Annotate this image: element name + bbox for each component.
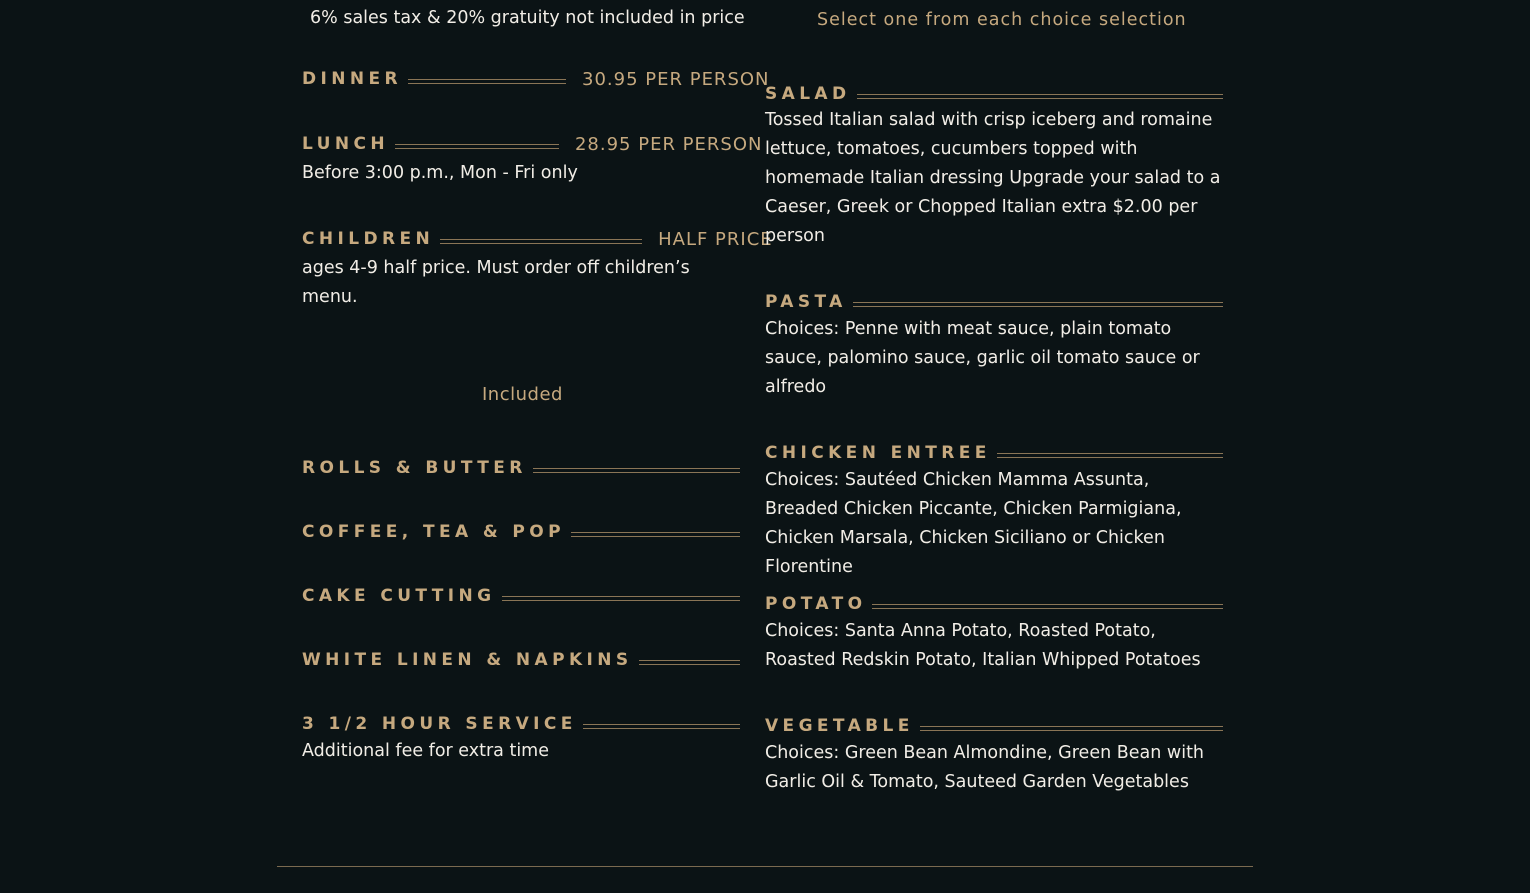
course-desc: Choices: Green Bean Almondine, Green Bean with Garlic Oil & Tomato, Sauteed Garden Vegetables <box>765 743 1205 792</box>
double-divider <box>502 596 740 601</box>
pricing-desc: Before 3:00 p.m., Mon - Fri only <box>302 163 578 183</box>
included-title: ROLLS & BUTTER <box>302 458 527 478</box>
included-item <box>302 520 740 544</box>
course-desc: Choices: Penne with meat sauce, plain tomato sauce, palomino sauce, garlic oil tomato sauce or alfredo <box>765 319 1200 397</box>
included-item <box>302 456 740 480</box>
course-title: SALAD <box>765 84 851 104</box>
course-title: PASTA <box>765 292 847 312</box>
double-divider <box>408 79 566 84</box>
pricing-row-children <box>302 227 773 251</box>
course-row-vegetable <box>765 714 1223 738</box>
included-title: 3 1/2 HOUR SERVICE <box>302 714 577 734</box>
course-desc: Choices: Sautéed Chicken Mamma Assunta, Breaded Chicken Piccante, Chicken Parmigiana, Chicken Marsala, Chicken Siciliano or Chicken Florentine <box>765 470 1182 577</box>
pricing-title: LUNCH <box>302 134 389 154</box>
included-item <box>302 712 740 736</box>
included-heading: Included <box>482 384 563 405</box>
pricing-row-dinner <box>302 67 770 91</box>
double-divider <box>872 604 1223 609</box>
course-title: VEGETABLE <box>765 716 914 736</box>
course-row-potato <box>765 592 1223 616</box>
course-row-chicken-entree <box>765 441 1223 465</box>
pricing-price: 30.95 PER PERSON <box>582 68 770 90</box>
double-divider <box>857 94 1223 99</box>
course-row-salad <box>765 82 1223 106</box>
double-divider <box>571 532 740 537</box>
double-divider <box>997 453 1223 458</box>
course-desc: Choices: Santa Anna Potato, Roasted Potato, Roasted Redskin Potato, Italian Whipped Potatoes <box>765 621 1201 670</box>
course-desc: Tossed Italian salad with crisp iceberg and romaine lettuce, tomatoes, cucumbers topped with homemade Italian dressing Upgrade your salad to a Caeser, Greek or Chopped Italian extra $2.00 per person <box>765 110 1221 246</box>
included-title: WHITE LINEN & NAPKINS <box>302 650 633 670</box>
pricing-title: DINNER <box>302 69 402 89</box>
double-divider <box>395 144 559 149</box>
included-title: CAKE CUTTING <box>302 586 496 606</box>
pricing-desc: ages 4-9 half price. Must order off children’s menu. <box>302 258 690 307</box>
double-divider <box>639 660 740 665</box>
included-item <box>302 648 740 672</box>
double-divider <box>920 726 1223 731</box>
double-divider <box>440 239 642 244</box>
pricing-row-lunch <box>302 132 763 156</box>
double-divider <box>533 468 740 473</box>
included-desc: Additional fee for extra time <box>302 741 549 761</box>
course-title: POTATO <box>765 594 867 614</box>
course-row-pasta <box>765 290 1223 314</box>
pricing-title: CHILDREN <box>302 229 435 249</box>
tax-note: 6% sales tax & 20% gratuity not included in price <box>310 8 745 28</box>
double-divider <box>853 302 1223 307</box>
footer-divider <box>277 866 1253 867</box>
pricing-price: 28.95 PER PERSON <box>574 133 763 155</box>
course-title: CHICKEN ENTREE <box>765 443 991 463</box>
double-divider <box>583 724 740 729</box>
included-item <box>302 584 740 608</box>
included-title: COFFEE, TEA & POP <box>302 522 565 542</box>
pricing-price: HALF PRICE <box>658 228 773 250</box>
choice-note: Select one from each choice selection <box>817 10 1187 30</box>
